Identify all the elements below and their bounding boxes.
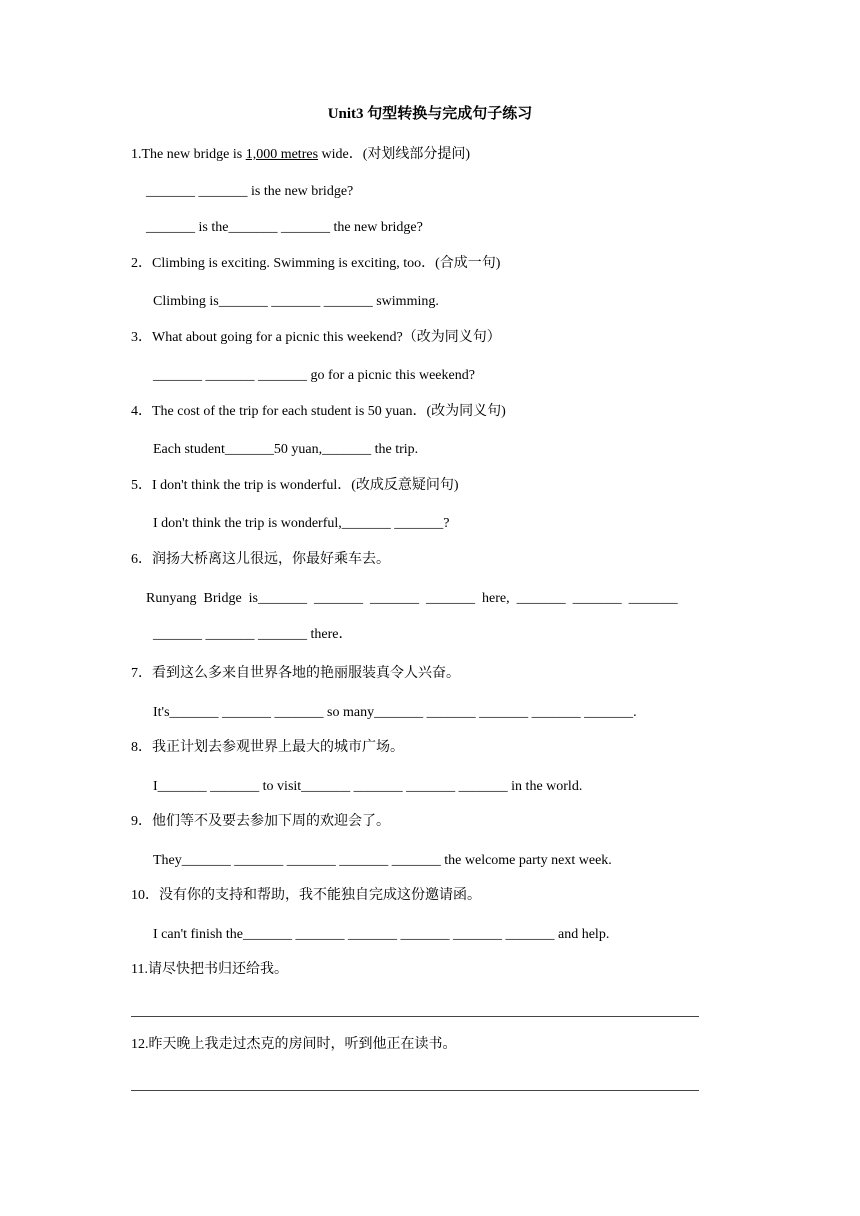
question-12: 12.昨天晚上我走过杰克的房间时，听到他正在读书。	[131, 1037, 457, 1052]
question-2: 2．Climbing is exciting. Swimming is exciting, too．(合成一句)	[131, 256, 501, 271]
answer-6a: Runyang Bridge is_______ _______ _______ _______ here, _______ _______ _______	[146, 591, 678, 606]
question-1-underlined: 1,000 metres	[245, 147, 319, 162]
question-1-prefix: 1.The new bridge is	[131, 147, 246, 162]
question-8: 8．我正计划去参观世界上最大的城市广场。	[131, 740, 404, 755]
question-1	[131, 146, 470, 164]
answer-2: Climbing is_______ _______ _______ swimming.	[153, 294, 439, 309]
question-1-suffix: wide．(对划线部分提问)	[318, 147, 471, 162]
answer-line-12	[131, 1090, 699, 1091]
question-3: 3．What about going for a picnic this weekend?（改为同义句）	[131, 330, 501, 345]
question-5: 5．I don't think the trip is wonderful．(改成反意疑问句)	[131, 478, 459, 493]
answer-10: I can't finish the_______ _______ _______ _______ _______ _______ and help.	[153, 927, 610, 942]
answer-1b: _______ is the_______ _______ the new bridge?	[146, 220, 423, 235]
answer-7: It's_______ _______ _______ so many_______ _______ _______ _______ _______.	[153, 705, 637, 720]
answer-line-11	[131, 1016, 699, 1017]
page-title: Unit3 句型转换与完成句子练习	[327, 106, 533, 122]
question-11: 11.请尽快把书归还给我。	[131, 962, 288, 977]
answer-1a: _______ _______ is the new bridge?	[146, 184, 354, 199]
question-4: 4．The cost of the trip for each student is 50 yuan．(改为同义句)	[131, 404, 506, 419]
answer-5: I don't think the trip is wonderful,_______ _______?	[153, 516, 450, 531]
answer-6b: _______ _______ _______ there．	[153, 627, 353, 642]
question-6: 6．润扬大桥离这儿很远，你最好乘车去。	[131, 552, 390, 567]
answer-9: They_______ _______ _______ _______ _______ the welcome party next week.	[153, 853, 612, 868]
question-10: 10．没有你的支持和帮助，我不能独自完成这份邀请函。	[131, 888, 481, 903]
answer-4: Each student_______50 yuan,_______ the trip.	[153, 442, 419, 457]
answer-8: I_______ _______ to visit_______ _______ _______ _______ in the world.	[153, 779, 583, 794]
question-9: 9．他们等不及要去参加下周的欢迎会了。	[131, 814, 390, 829]
question-7: 7．看到这么多来自世界各地的艳丽服装真令人兴奋。	[131, 666, 460, 681]
answer-3: _______ _______ _______ go for a picnic this weekend?	[153, 368, 475, 383]
